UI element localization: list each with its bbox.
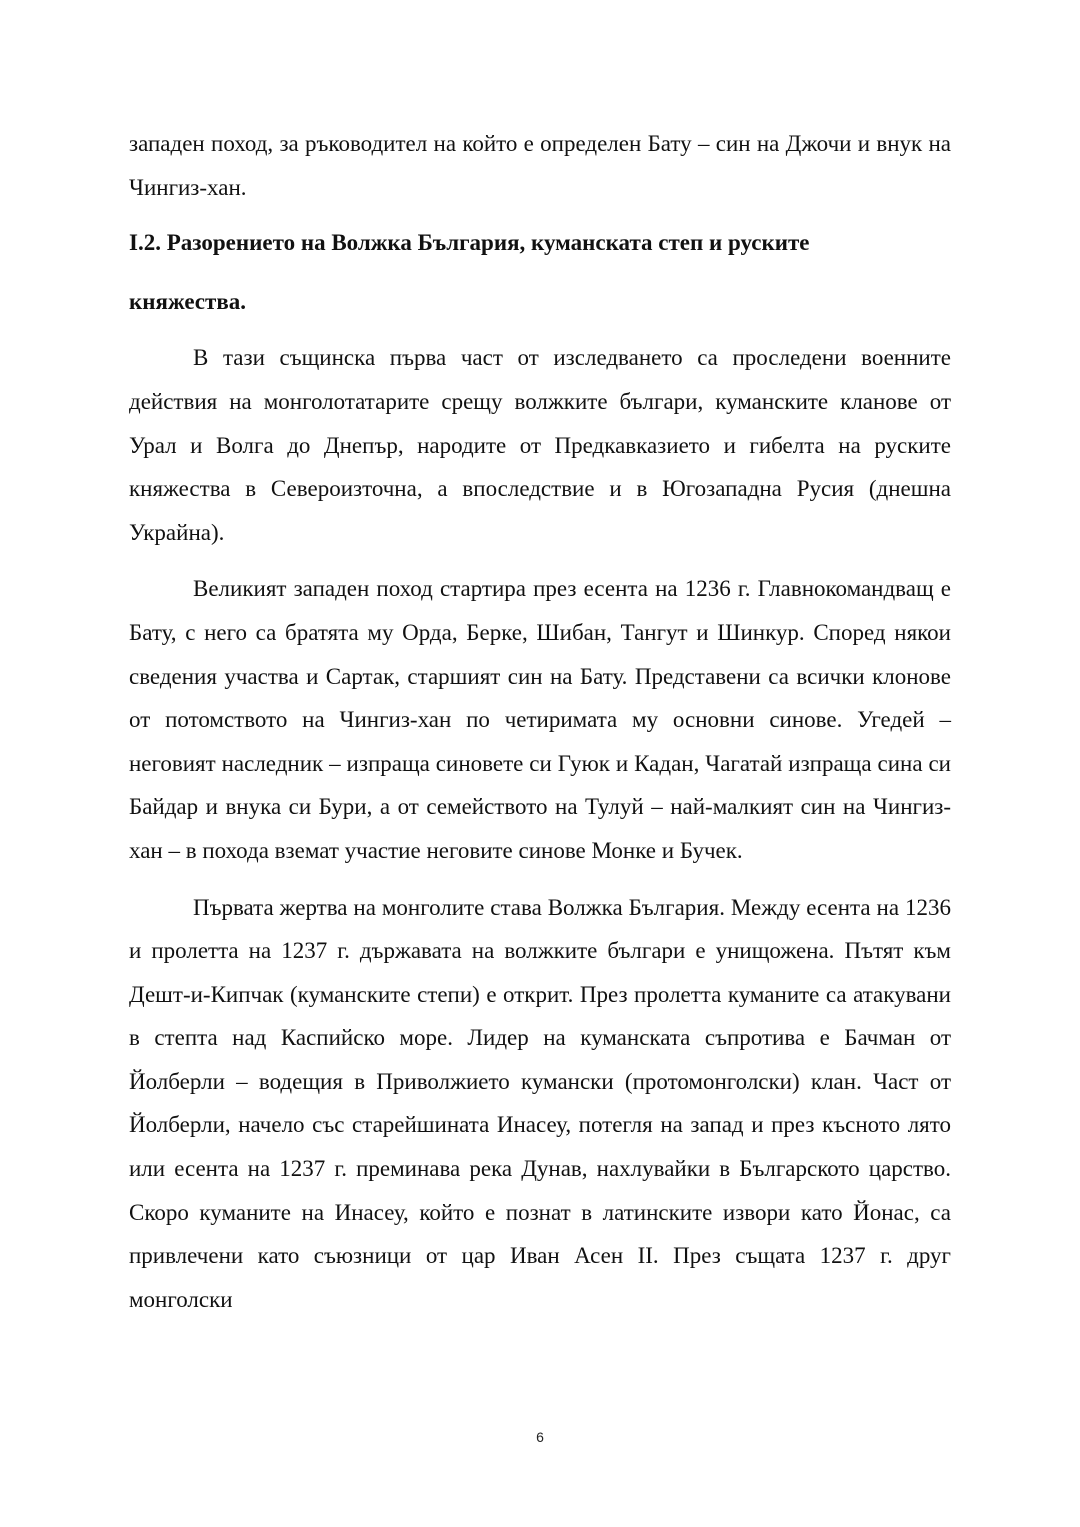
page-body [129, 122, 951, 1321]
body-paragraph-2: Великият западен поход стартира през есента на 1236 г. Главнокомандващ е Бату, с него са братята му Орда, Берке, Шибан, Тангут и Шинкур. Според някои сведения участва и Сартак, старшият син на Бату. Представени са всички клонове от потомството на Чингиз-хан по четиримата му основни синове. Угедей – неговият наследник – изпраща синовете си Гуюк и Кадан, Чагатай изпраща сина си Байдар и внука си Бури, а от семейството на Тулуй – най-малкият син на Чингиз-хан – в похода вземат участие неговите синове Монке и Бучек. [129, 576, 951, 863]
continuation-paragraph: западен поход, за ръководител на който е определен Бату – син на Джочи и внук на Чингиз-хан. [129, 131, 951, 200]
section-heading [129, 221, 951, 323]
body-paragraph-3: Първата жертва на монголите става Волжка България. Между есента на 1236 и пролетта на 1237 г. държавата на волжките българи е унищожена. Пътят към Дешт-и-Кипчак (куманските степи) е открит. През пролетта куманите са атакувани в степта над Каспийско море. Лидер на куманската съпротива е Бачман от Йолберли – водещия в Приволжието кумански (протомонголски) клан. Част от Йолберли, начело със старейшината Инасеу, потегля на запад и през късното лято или есента на 1237 г. преминава река Дунав, нахлувайки в Българското царство. Скоро куманите на Инасеу, който е познат в латинските извори като Йонас, са привлечени като съюзници от цар Иван Асен II. През същата 1237 г. друг монголски [129, 894, 951, 1312]
section-heading-line-2: княжества. [129, 288, 246, 314]
page-number: 6 [536, 1429, 544, 1445]
body-paragraph-1: В тази същинска първа част от изследването са проследени военните действия на монголотатарите срещу волжките българи, куманските кланове от Урал и Волга до Днепър, народите от Предкавказието и гибелта на руските княжества в Североизточна, а впоследствие и в Югозападна Русия (днешна Украйна). [129, 345, 951, 545]
section-heading-line-1: I.2. Разорението на Волжка България, куманската степ и руските [129, 230, 810, 256]
